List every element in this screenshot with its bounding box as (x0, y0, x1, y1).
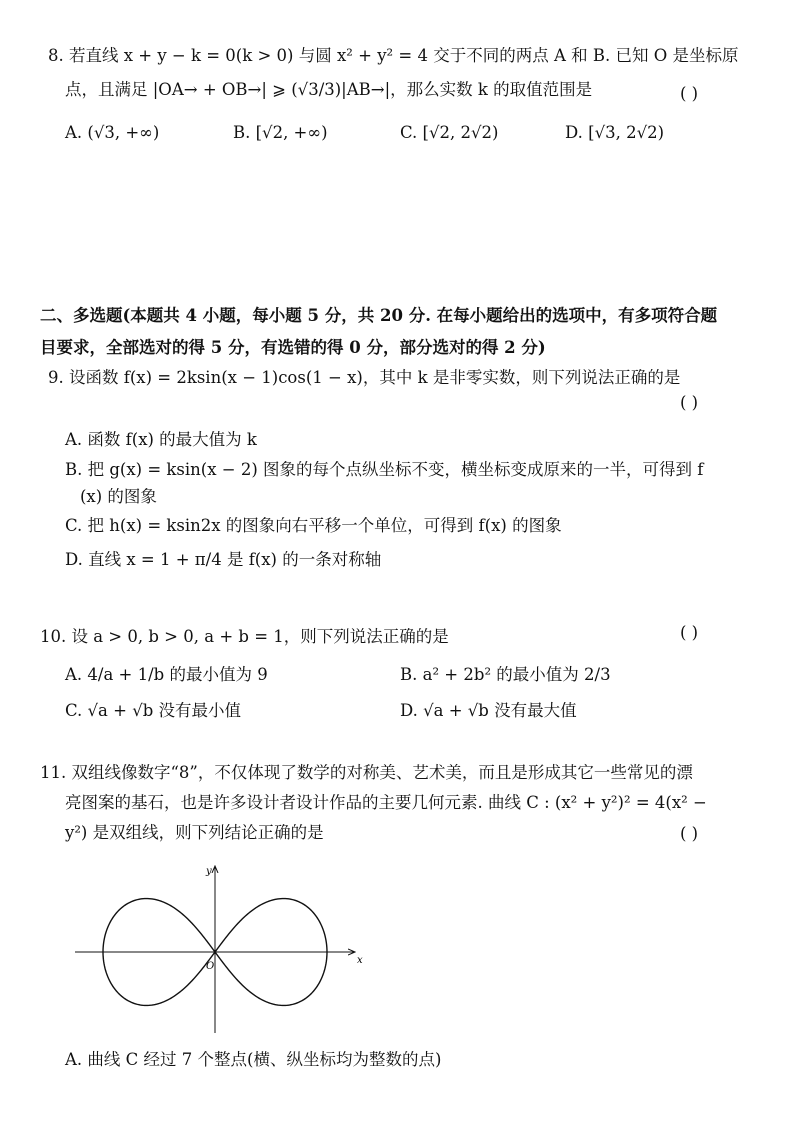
q8-line2: 点，且满足 |OA→ + OB→| ⩾ (√3/3)|AB→|，那么实数 k 的取值范围是 (65, 80, 593, 99)
q8-text (48, 39, 739, 107)
y-axis-label: y (206, 866, 212, 877)
q10-option-a: A. 4/a + 1/b 的最小值为 9 (65, 665, 268, 684)
lemniscate-diagram (70, 858, 380, 1038)
q11-answer-paren: ( ) (680, 824, 699, 843)
q9-option-d: D. 直线 x = 1 + π/4 是 f(x) 的一条对称轴 (65, 550, 382, 569)
q8-answer-paren: ( ) (680, 84, 699, 103)
origin-label: O (206, 961, 215, 972)
q8-option-d: D. [√3, 2√2) (565, 123, 665, 142)
q9-option-c: C. 把 h(x) = ksin2x 的图象向右平移一个单位，可得到 f(x) 的图象 (65, 516, 562, 535)
q10-option-c: C. √a + √b 没有最小值 (65, 701, 242, 720)
q11-line2: 亮图案的基石，也是许多设计者设计作品的主要几何元素. 曲线 C : (x² + y²)² = 4(x² − (65, 793, 707, 812)
x-axis-label: x (357, 955, 363, 966)
q8-line1: 8. 若直线 x + y − k = 0(k > 0) 与圆 x² + y² = 4 交于不同的两点 A 和 B. 已知 O 是坐标原 (48, 46, 739, 65)
section2-line2: 目要求，全部选对的得 5 分，有选错的得 0 分，部分选对的得 2 分) (40, 338, 546, 357)
q8-option-c: C. [√2, 2√2) (400, 123, 499, 142)
q9-option-b-line1: B. 把 g(x) = ksin(x − 2) 图象的每个点纵坐标不变，横坐标变成原来的一半，可得到 f (65, 460, 704, 479)
section2-heading (40, 300, 717, 364)
q10-stem: 10. 设 a > 0, b > 0, a + b = 1，则下列说法正确的是 (40, 627, 449, 646)
q8-option-b: B. [√2, +∞) (233, 123, 328, 142)
q11-line1: 11. 双组线像数字“8”，不仅体现了数学的对称美、艺术美，而且是形成其它一些常见的漂 (40, 763, 693, 782)
q9-answer-paren: ( ) (680, 393, 699, 412)
q11-option-a: A. 曲线 C 经过 7 个整点(横、纵坐标均为整数的点) (65, 1050, 442, 1069)
section2-line1: 二、多选题(本题共 4 小题，每小题 5 分，共 20 分. 在每小题给出的选项中，有多项符合题 (40, 306, 718, 325)
q9-option-b-line2: (x) 的图象 (80, 487, 157, 506)
q9-stem: 9. 设函数 f(x) = 2ksin(x − 1)cos(1 − x)，其中 k 是非零实数，则下列说法正确的是 (48, 368, 681, 387)
q10-option-b: B. a² + 2b² 的最小值为 2/3 (400, 665, 611, 684)
q10-option-d: D. √a + √b 没有最大值 (400, 701, 577, 720)
q10-answer-paren: ( ) (680, 623, 699, 642)
q11-line3: y²) 是双组线，则下列结论正确的是 (65, 823, 324, 842)
q11-text (40, 758, 707, 848)
q8-option-a: A. (√3, +∞) (65, 123, 160, 142)
q9-option-a: A. 函数 f(x) 的最大值为 k (65, 430, 257, 449)
